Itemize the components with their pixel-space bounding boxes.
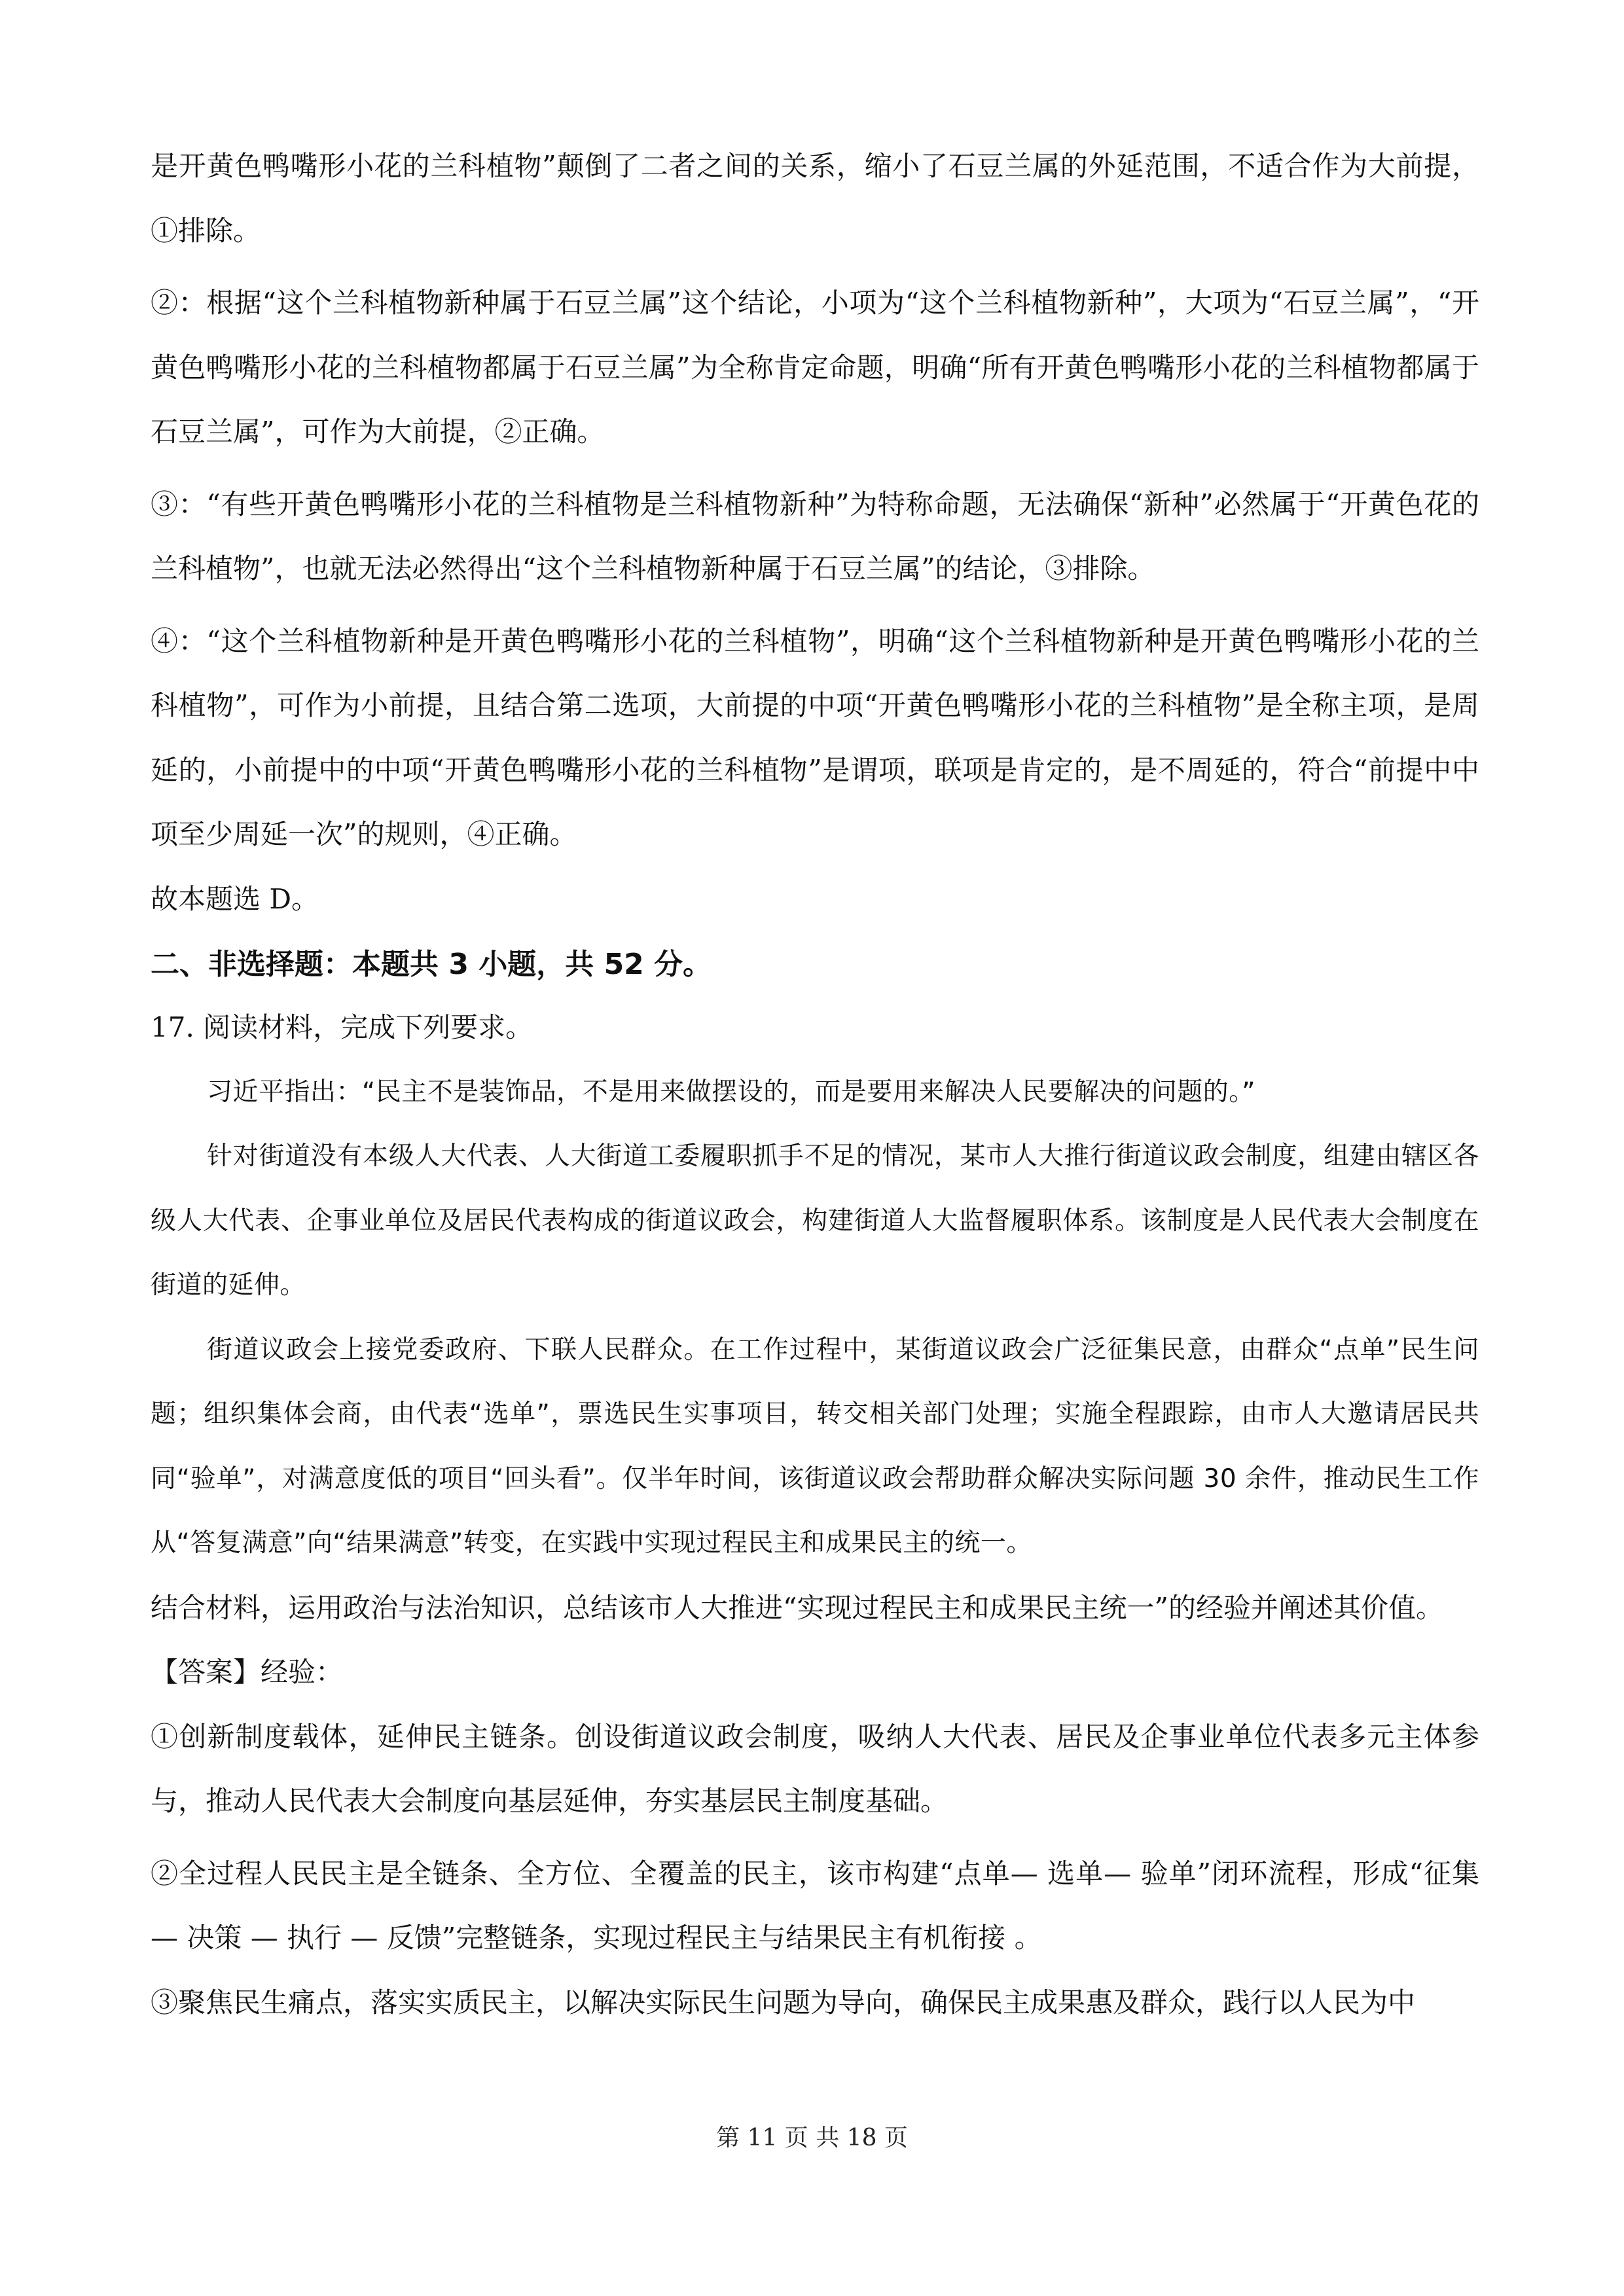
page-number-footer: 第 11 页 共 18 页 bbox=[716, 2125, 908, 2151]
analysis-paragraph-2: ②：根据“这个兰科植物新种属于石豆兰属”这个结论，小项为“这个兰科植物新种”，大项为“石豆兰属”，“开黄色鸭嘴形小花的兰科植物都属于石豆兰属”为全称肯定命题，明确“所有开黄色鸭嘴形小花的兰科植物都属于石豆兰属”，可作为大前提，②正确。 bbox=[151, 287, 1479, 448]
question-prompt: 结合材料，运用政治与法治知识，总结该市人大推进“实现过程民主和成果民主统一”的经验并阐述其价值。 bbox=[151, 1591, 1443, 1624]
page-content bbox=[151, 134, 1479, 2035]
analysis-paragraph-4: ④：“这个兰科植物新种是开黄色鸭嘴形小花的兰科植物”，明确“这个兰科植物新种是开黄色鸭嘴形小花的兰科植物”，可作为小前提，且结合第二选项，大前提的中项“开黄色鸭嘴形小花的兰科植物”是全称主项，是周延的，小前提中的中项“开黄色鸭嘴形小花的兰科植物”是谓项，联项是肯定的，是不周延的，符合“前提中中项至少周延一次”的规则，④正确。 bbox=[151, 624, 1479, 850]
analysis-paragraph-3: ③：“有些开黄色鸭嘴形小花的兰科植物是兰科植物新种”为特称命题，无法确保“新种”必然属于“开黄色花的兰科植物”，也就无法必然得出“这个兰科植物新种属于石豆兰属”的结论，③排除。 bbox=[151, 488, 1479, 584]
answer-point-2: ②全过程人民民主是全链条、全方位、全覆盖的民主，该市构建“点单— 选单— 验单”闭环流程，形成“征集 — 决策 — 执行 — 反馈”完整链条，实现过程民主与结果民主有机衔接 。 bbox=[151, 1857, 1479, 1954]
material-paragraph-1: 针对街道没有本级人大代表、人大街道工委履职抓手不足的情况，某市人大推行街道议政会制度，组建由辖区各级人大代表、企事业单位及居民代表构成的街道议政会，构建街道人大监督履职体系。该制度是人民代表大会制度在街道的延伸。 bbox=[151, 1141, 1479, 1300]
answer-conclusion: 故本题选 D。 bbox=[151, 882, 319, 915]
answer-label: 【答案】经验： bbox=[151, 1656, 344, 1688]
answer-point-3: ③聚焦民生痛点，落实实质民主，以解决实际民生问题为导向，确保民主成果惠及群众，践行以人民为中 bbox=[151, 1986, 1416, 2018]
material-paragraph-2: 街道议政会上接党委政府、下联人民群众。在工作过程中，某街道议政会广泛征集民意，由群众“点单”民生问题；组织集体会商，由代表“选单”，票选民生实事项目，转交相关部门处理；实施全程跟踪，由市人大邀请居民共同“验单”，对满意度低的项目“回头看”。仅半年时间，该街道议政会帮助群众解决实际问题 30 余件，推动民生工作从“答复满意”向“结果满意”转变，在实践中实现过程民主和成果民主的统一。 bbox=[151, 1335, 1479, 1558]
material-quote: 习近平指出：“民主不是装饰品，不是用来做摆设的，而是要用来解决人民要解决的问题的。” bbox=[207, 1077, 1255, 1107]
section-heading: 二、非选择题：本题共 3 小题，共 52 分。 bbox=[151, 948, 712, 981]
answer-point-1: ①创新制度载体，延伸民主链条。创设街道议政会制度，吸纳人大代表、居民及企事业单位代表多元主体参与，推动人民代表大会制度向基层延伸，夯实基层民主制度基础。 bbox=[151, 1720, 1479, 1817]
analysis-paragraph-1: 是开黄色鸭嘴形小花的兰科植物”颠倒了二者之间的关系，缩小了石豆兰属的外延范围，不适合作为大前提，①排除。 bbox=[151, 150, 1479, 247]
question-17-title: 17. 阅读材料，完成下列要求。 bbox=[151, 1011, 533, 1043]
